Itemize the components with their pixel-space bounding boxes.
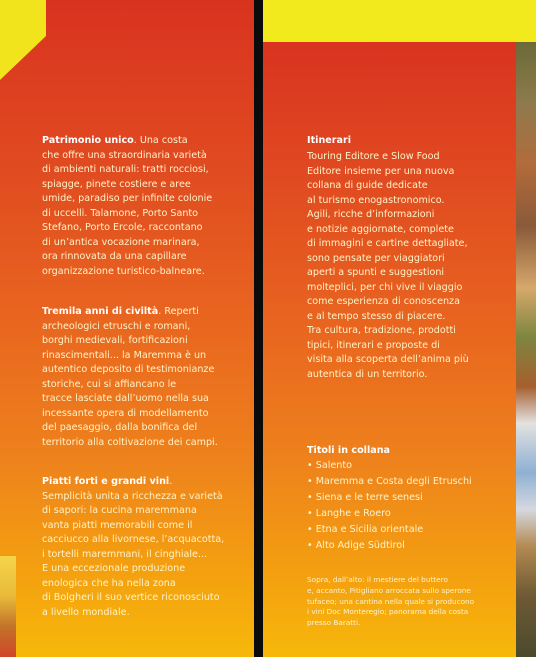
section3-line: E una eccezionale produzione — [42, 563, 186, 574]
section3-title: Piatti forti e grandi vini — [42, 476, 170, 487]
section3-line: enologica che ha nella zona — [42, 577, 176, 589]
titoli-list-item — [307, 539, 405, 554]
caption-line: i vini Doc Monteregio; panorama della costa — [307, 607, 469, 617]
photo-fragment — [0, 556, 16, 657]
section2-line: . Reperti — [158, 306, 199, 317]
section1-title: Patrimonio unico — [42, 135, 134, 146]
itinerari-line: e notizie aggiornate, complete — [307, 223, 454, 235]
itinerari-title: Itinerari — [307, 135, 352, 146]
section3-line: . — [169, 476, 173, 487]
itinerari-line: come esperienza di conoscenza — [307, 296, 460, 307]
titoli-item-label: Maremma e Costa degli Etruschi — [315, 476, 472, 487]
titoli-list-item — [307, 523, 423, 538]
right-panel — [263, 0, 536, 657]
section1-line: ora rinnovata da una capillare — [42, 251, 187, 262]
bullet-icon: • — [307, 524, 313, 535]
bullet-icon: • — [307, 540, 313, 551]
left-panel — [0, 0, 254, 657]
section2-line: borghi medievali, fortificazioni — [42, 335, 188, 346]
itinerari-line: aperti a spunti e suggestioni — [307, 267, 445, 278]
page-gutter — [254, 0, 263, 657]
bullet-icon: • — [307, 492, 313, 503]
caption-line: presso Baratti. — [307, 618, 361, 628]
itinerari-line: autentica di un territorio. — [307, 368, 428, 380]
section2-line: territorio alla coltivazione dei campi. — [42, 436, 218, 448]
section2-title: Tremila anni di civiltà — [42, 306, 159, 317]
section3-line: i tortelli maremmani, il cinghiale... — [42, 548, 208, 560]
section1-line: che offre una straordinaria varietà — [42, 149, 207, 161]
itinerari-line: Agili, ricche d’informazioni — [307, 209, 435, 220]
itinerari-line: di immagini e cartine dettagliate, — [307, 238, 468, 249]
bullet-icon: • — [307, 460, 313, 471]
itinerari-line: tipici, itinerari e proposte di — [307, 339, 440, 351]
yellow-corner-shape — [0, 0, 46, 80]
section1-line: organizzazione turistico-balneare. — [42, 265, 205, 277]
titoli-title: Titoli in collana — [307, 445, 391, 456]
titoli-item-label: Salento — [315, 460, 352, 471]
titoli-list-item — [307, 475, 472, 490]
titoli-list-item — [307, 507, 391, 522]
section1-line: di ambienti naturali: tratti rocciosi, — [42, 164, 209, 175]
section2-line: archeologici etruschi e romani, — [42, 320, 191, 332]
itinerari-line: al turismo enogastronomico. — [307, 194, 445, 206]
section2-line: autentico deposito di testimonianze — [42, 364, 215, 375]
titoli-item-label: Alto Adige Südtirol — [315, 540, 405, 551]
section1-line: Stefano, Porto Ercole, raccontano — [42, 222, 203, 233]
titoli-item-label: Etna e Sicilia orientale — [315, 524, 424, 535]
titoli-list-item — [307, 491, 423, 506]
section2-first-line — [42, 305, 199, 320]
caption-line: Sopra, dall’alto: il mestiere del buttero — [307, 575, 448, 584]
section1-line: . Una costa — [133, 135, 188, 146]
itinerari-line: collana di guide dedicate — [307, 180, 428, 191]
itinerari-line: e al tempo stesso di piacere. — [307, 310, 446, 322]
bullet-icon: • — [307, 508, 313, 519]
section2-line: incessante opera di modellamento — [42, 407, 209, 419]
section2-line: tracce lasciate dall’uomo nella sua — [42, 393, 209, 404]
bullet-icon: • — [307, 476, 313, 487]
section1-line: umide, paradiso per infinite colonie — [42, 193, 213, 204]
section2-line: del paesaggio, dalla bonifica del — [42, 422, 198, 433]
titoli-item-label: Siena e le terre senesi — [315, 492, 423, 503]
caption-line: tufaceo; una cantina nella quale si producono — [307, 596, 475, 606]
section3-line: di sapori: la cucina maremmana — [42, 505, 197, 516]
section3-line: Semplicità unita a ricchezza e varietà — [42, 490, 223, 502]
section3-line: di Bolgheri il suo vertice riconosciuto — [42, 592, 220, 603]
section3-line: vanta piatti memorabili come il — [42, 519, 193, 531]
section2-line: rinascimentali... la Maremma è un — [42, 349, 207, 361]
section3-first-line — [42, 475, 172, 490]
itinerari-line: Touring Editore e Slow Food — [307, 151, 440, 162]
photo-strip — [516, 42, 536, 657]
titoli-list-item — [307, 459, 352, 474]
caption-line: e, accanto, Pitigliano arroccata sullo sperone — [307, 585, 471, 595]
section3-line: cacciucco alla livornese, l’acquacotta, — [42, 534, 225, 545]
itinerari-line: visita alla scoperta dell’anima più — [307, 354, 469, 365]
section1-line: di uccelli. Talamone, Porto Santo — [42, 207, 199, 219]
section1-line: spiagge, pinete costiere e aree — [42, 178, 191, 190]
section3-line: a livello mondiale. — [42, 606, 130, 618]
titoli-item-label: Langhe e Roero — [315, 508, 391, 519]
section1-first-line — [42, 134, 188, 149]
itinerari-line: molteplici, per chi vive il viaggio — [307, 281, 463, 293]
itinerari-line: Editore insieme per una nuova — [307, 165, 455, 177]
itinerari-line: sono pensate per viaggiatori — [307, 252, 445, 264]
itinerari-line: Tra cultura, tradizione, prodotti — [307, 325, 456, 336]
section2-line: storiche, cui si affiancano le — [42, 378, 177, 390]
section1-line: di un’antica vocazione marinara, — [42, 236, 200, 248]
